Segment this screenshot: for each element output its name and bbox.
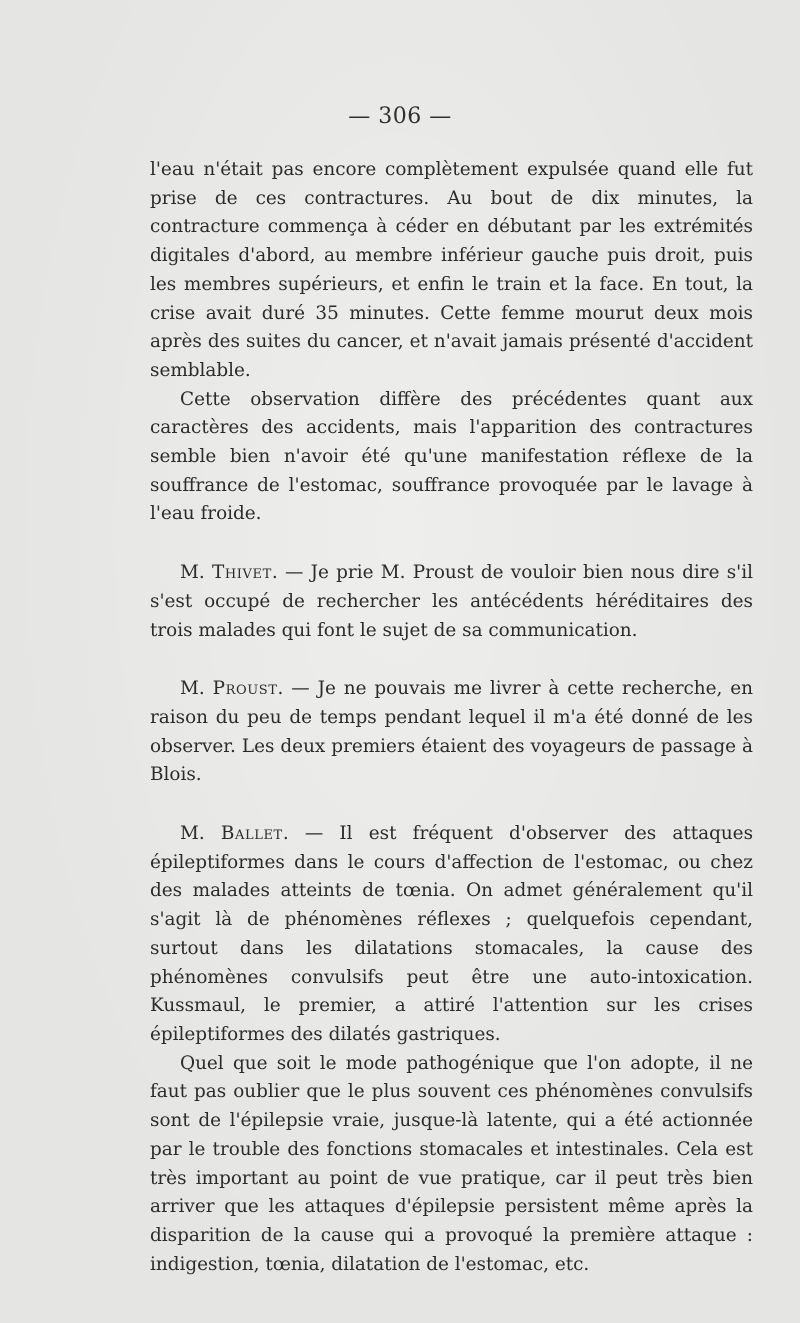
speaker-name-proust: Proust bbox=[212, 678, 278, 700]
speech-text: . — Il est fréquent d'observer des attaques épileptiformes dans le cours d'affection de l'estomac, ou chez des malades atteints de tœnia. On admet généralement qu'il s'agit là de phénomènes réflexes ; quelquefois cependant, surtout dans les dilatations stomacales, la cause des phénomènes convulsifs peut être une auto-intoxication. Kussmaul, le premier, a attiré l'attention sur les crises épileptiformes des dilatés gastriques. bbox=[150, 823, 754, 1045]
paragraph-proust bbox=[150, 675, 753, 790]
speaker-prefix: M. bbox=[180, 678, 213, 700]
speaker-name-thivet: Thivet bbox=[211, 562, 272, 584]
paragraph-observation: Cette observation diffère des précédentes quant aux caractères des accidents, mais l'apparition des contractures semble bien n'avoir été qu'une manifestation réflexe de la souffrance de l'estomac, souffrance provoquée par le lavage à l'eau froide. bbox=[150, 388, 753, 525]
speaker-name-ballet: Ballet bbox=[220, 823, 283, 845]
paragraph-continuation: l'eau n'était pas encore complètement expulsée quand elle fut prise de ces contractures. Au bout de dix minutes, la contracture commença à céder en débutant par les extrémités digitales d'abord, au membre inférieur gauche puis droit, puis les membres supérieurs, et enfin le train et la face. En tout, la crise avait duré 35 minutes. Cette femme mourut deux mois après des suites du cancer, et n'avait jamais présenté d'accident semblable. bbox=[150, 159, 753, 381]
paragraph-ballet bbox=[150, 820, 753, 1050]
paragraph-conclusion: Quel que soit le mode pathogénique que l'on adopte, il ne faut pas oublier que le plus souvent ces phénomènes convulsifs sont de l'épilepsie vraie, jusque-là latente, qui a été actionnée par le trouble des fonctions stomacales et intestinales. Cela est très important au point de vue pratique, car il peut très bien arriver que les attaques d'épilepsie persistent même après la disparition de la cause qui a provoqué la première attaque : indigestion, tœnia, dilatation de l'estomac, etc. bbox=[150, 1052, 753, 1275]
speech-text: . — Je ne pouvais me livrer à cette recherche, en raison du peu de temps pendant lequel il m'a été donné de les observer. Les deux premiers étaient des voyageurs de passage à Blois. bbox=[150, 678, 754, 786]
page-number: — 306 — bbox=[348, 104, 452, 129]
speech-text: . — Je prie M. Proust de vouloir bien nous dire s'il s'est occupé de rechercher les antécédents héréditaires des trois malades qui font le sujet de sa communication. bbox=[150, 562, 753, 641]
page-body bbox=[150, 156, 753, 1279]
speaker-prefix: M. bbox=[180, 562, 212, 584]
speaker-prefix: M. bbox=[180, 823, 221, 845]
paragraph-thivet bbox=[150, 559, 753, 645]
